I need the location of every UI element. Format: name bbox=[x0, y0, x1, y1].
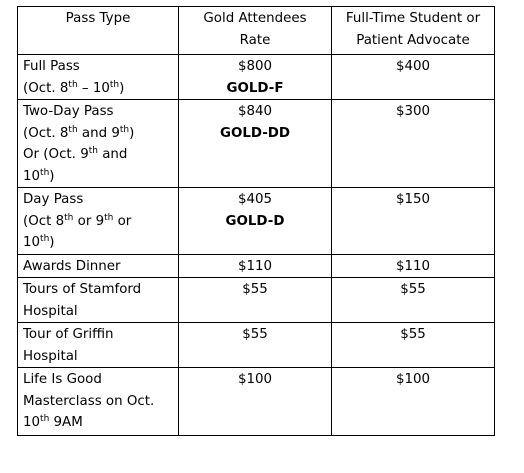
pass-name: Tours of Stamford bbox=[23, 282, 142, 297]
header-gold-rate bbox=[179, 7, 332, 55]
table-row bbox=[18, 188, 495, 255]
header-gold-line1: Gold Attendees bbox=[203, 11, 307, 26]
gold-code: GOLD-F bbox=[226, 80, 284, 96]
student-price: $150 bbox=[395, 192, 431, 207]
header-pass-type bbox=[18, 7, 179, 55]
header-gold-line2: Rate bbox=[239, 32, 271, 48]
gold-rate-cell bbox=[179, 55, 332, 100]
pass-name: Awards Dinner bbox=[23, 258, 121, 274]
header-row bbox=[18, 7, 495, 55]
pass-name-cell bbox=[18, 368, 179, 436]
pass-time: 10th 9AM bbox=[23, 414, 83, 430]
student-rate-cell bbox=[332, 323, 495, 368]
pass-dates: (Oct. 8th and 9th) bbox=[23, 124, 135, 141]
table-row bbox=[18, 278, 495, 323]
gold-code: GOLD-D bbox=[225, 213, 285, 229]
gold-rate-cell bbox=[179, 188, 332, 255]
gold-rate-cell bbox=[179, 254, 332, 278]
student-rate-cell bbox=[332, 55, 495, 100]
pass-dates-alt: Or (Oct. 9th and bbox=[23, 146, 128, 162]
gold-rate-cell bbox=[179, 323, 332, 368]
table-row bbox=[18, 323, 495, 368]
pass-name-cell bbox=[18, 100, 179, 188]
pricing-table bbox=[17, 6, 495, 436]
pass-name-cell bbox=[18, 55, 179, 100]
table-row bbox=[18, 55, 495, 100]
pass-name-cont: Hospital bbox=[23, 348, 78, 364]
gold-rate-cell bbox=[179, 278, 332, 323]
gold-rate-cell bbox=[179, 368, 332, 436]
pass-name-cont: Hospital bbox=[23, 303, 78, 319]
table-row bbox=[18, 100, 495, 188]
student-rate-cell bbox=[332, 254, 495, 278]
pass-dates-alt-end: 10th) bbox=[23, 167, 55, 184]
pass-name: Tour of Griffin bbox=[23, 327, 114, 342]
gold-price: $800 bbox=[237, 59, 273, 74]
pass-dates-end: 10th) bbox=[23, 234, 55, 250]
pass-name-cell bbox=[18, 188, 179, 255]
pass-name-cell bbox=[18, 278, 179, 323]
gold-rate-cell bbox=[179, 100, 332, 188]
student-rate-cell bbox=[332, 368, 495, 436]
gold-price: $110 bbox=[237, 258, 273, 274]
student-rate-cell bbox=[332, 278, 495, 323]
pass-name-cell bbox=[18, 254, 179, 278]
student-price: $300 bbox=[395, 104, 431, 119]
gold-price: $55 bbox=[242, 282, 268, 297]
pass-name-cont: Masterclass on Oct. bbox=[23, 393, 155, 409]
gold-price: $100 bbox=[237, 372, 273, 387]
gold-price: $405 bbox=[237, 192, 273, 207]
table-row bbox=[18, 254, 495, 278]
student-rate-cell bbox=[332, 100, 495, 188]
pass-dates: (Oct. 8th – 10th) bbox=[23, 79, 125, 96]
header-pass-type-label: Pass Type bbox=[65, 11, 131, 26]
header-student-line1: Full-Time Student or bbox=[345, 11, 481, 26]
student-price: $110 bbox=[395, 258, 431, 274]
gold-code: GOLD-DD bbox=[219, 125, 291, 141]
student-price: $55 bbox=[400, 282, 426, 297]
pass-name: Life Is Good bbox=[23, 372, 102, 387]
pass-dates: (Oct 8th or 9th or bbox=[23, 212, 132, 229]
student-price: $400 bbox=[395, 59, 431, 74]
student-rate-cell bbox=[332, 188, 495, 255]
pass-name: Day Pass bbox=[23, 192, 84, 207]
gold-price: $55 bbox=[242, 327, 268, 342]
table-row bbox=[18, 368, 495, 436]
header-student-line2: Patient Advocate bbox=[356, 32, 470, 48]
gold-price: $840 bbox=[237, 104, 273, 119]
pass-name: Full Pass bbox=[23, 59, 80, 74]
pass-name: Two-Day Pass bbox=[23, 104, 114, 119]
header-student-rate bbox=[332, 7, 495, 55]
pass-name-cell bbox=[18, 323, 179, 368]
student-price: $55 bbox=[400, 327, 426, 342]
student-price: $100 bbox=[395, 372, 431, 387]
